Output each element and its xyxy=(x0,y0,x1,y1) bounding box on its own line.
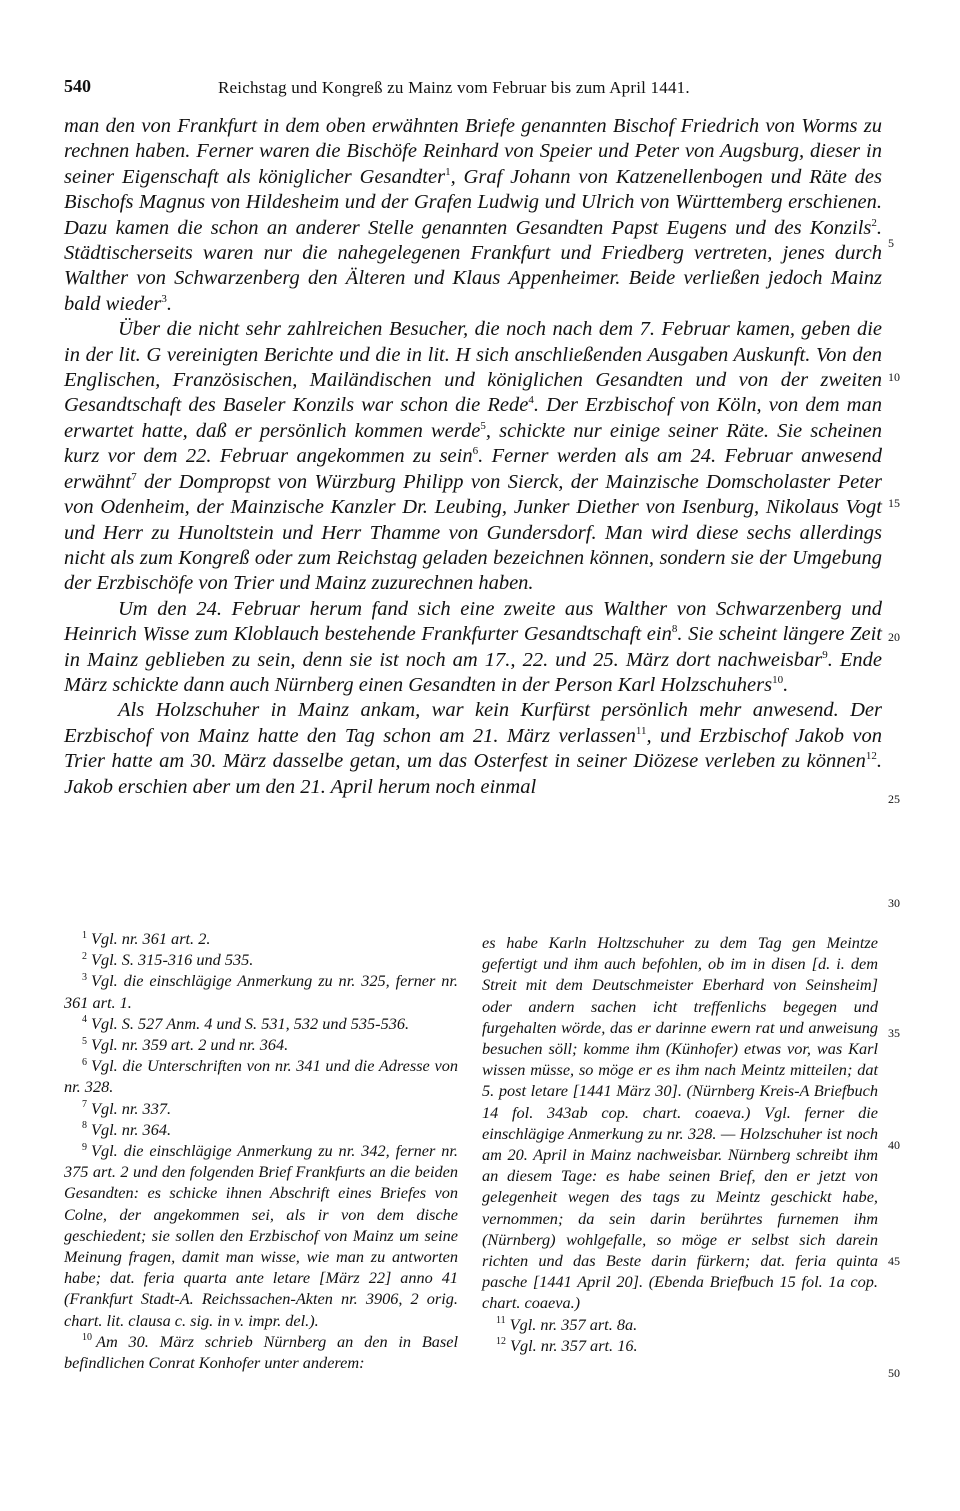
line-number: 45 xyxy=(888,1254,900,1268)
footnote-continuation xyxy=(482,932,878,1314)
line-number: 10 xyxy=(888,370,900,384)
footnote-number: 2 xyxy=(82,950,87,962)
line-number: 5 xyxy=(888,236,894,250)
footnote-number: 8 xyxy=(82,1120,87,1132)
footnote-number: 9 xyxy=(82,1141,87,1153)
footnote-number: 5 xyxy=(82,1035,87,1047)
text-run: Um den 24. Februar herum fand sich eine zweite aus Walther von Schwarzenberg und Heinrich Wisse zum Kloblauch bestehende Frankfurter Gesandtschaft ein xyxy=(64,597,882,646)
footnote-ref: 12 xyxy=(865,750,877,763)
page-header xyxy=(64,76,904,100)
footnote xyxy=(64,1098,458,1119)
footnote xyxy=(64,949,458,970)
line-number: 50 xyxy=(888,1366,900,1380)
text-run: . Städtischerseits waren nur die nahegelegenen Frankfurt und Friedberg vertreten, jenes durch Walther von Schwarzenberg den Älteren und Klaus Appenheimer. Beide verließen jedoch Mainz bald wieder xyxy=(64,216,882,315)
footnote xyxy=(64,928,458,949)
footnotes-left-column xyxy=(64,928,458,1373)
line-number: 40 xyxy=(888,1138,900,1152)
footnote-ref: 4 xyxy=(528,394,534,407)
line-number: 30 xyxy=(888,896,900,910)
text-run: . xyxy=(166,292,172,315)
footnote-number: 12 xyxy=(496,1336,506,1348)
footnote xyxy=(64,1034,458,1055)
footnote xyxy=(64,970,458,1012)
footnote-text: Vgl. nr. 357 art. 8a. xyxy=(509,1314,638,1334)
footnote xyxy=(64,1013,458,1034)
footnote-number: 3 xyxy=(82,971,87,983)
text-run: . Der Erzbischof von Köln, von dem man erwartet hatte, daß er persönlich kommen werde xyxy=(64,394,882,442)
footnote-text: Vgl. nr. 361 art. 2. xyxy=(91,929,211,948)
footnote-text: Vgl. die einschlägige Anmerkung zu nr. 325, ferner nr. 361 art. 1. xyxy=(64,971,458,1012)
footnote-text: es habe Karln Holtzschuher zu dem Tag gen Meintze gefertigt und ihm auch befohlen, ob im in disen [d. i. dem Streit mit dem Deutschmeister Eberhard von Seinsheim] oder andern sachen icht treffenlichs begegen und furgehalten wörde, das er darinne ewern rat und anweisung besuchen söll; komme ihm (Künhofer) etwas vor, was Karl wissen müsse, so möge er es ihm nach Meintz mitteilen; dat 5. post letare [1441 März 30]. (Nürnberg Kreis-A Briefbuch 14 fol. 343ab cop. chart. coaeva.) Vgl. ferner die einschlägige Anmerkung zu nr. 328. — Holzschuher ist noch am 20. April in Mainz nachweisbar. Nürnberg schreibt ihm an diesem Tage: es habe seinen Brief, den er jetzt von gelegenheit wegen des tags zu Meintz geschickt habe, vernommen; da sein darin berührtes furnemen ihm (Nürnberg) wohlgefalle, so möge er selbst sich darein richten und das Beste darin fürkern; dat. feria quinta pasche [1441 April 20]. (Ebenda Briefbuch 15 fol. 1a cop. chart. coaeva.) xyxy=(482,933,878,1313)
footnote-ref: 1 xyxy=(445,165,451,178)
text-run: Als Holzschuher in Mainz ankam, war kein Kurfürst persönlich mehr anwesend. Der Erzbischof von Mainz hatte den Tag schon am 21. März verlassen xyxy=(64,699,882,747)
text-run: , und Erzbischof Jakob von Trier hatte am 30. März dasselbe getan, um das Osterfest in seiner Diözese verleben zu können xyxy=(64,724,882,773)
main-text xyxy=(64,114,882,800)
text-run: man den von Frankfurt in dem oben erwähnten Briefe genannten Bischof Friedrich von Worms zu rechnen haben. Ferner waren die Bischöfe Reinhard von Speier und Peter von Augsburg, dieser in seiner Eigenschaft als königlicher Gesandter xyxy=(64,115,882,188)
footnote xyxy=(64,1331,458,1373)
paragraph-1 xyxy=(64,114,882,317)
footnote-text: Vgl. S. 315-316 und 535. xyxy=(91,950,254,970)
running-head: Reichstag und Kongreß zu Mainz vom Februar bis zum April 1441. xyxy=(218,78,690,97)
footnotes-right-column xyxy=(482,932,878,1356)
footnote-number: 1 xyxy=(82,929,87,941)
footnote-ref: 10 xyxy=(772,674,784,687)
footnote-ref: 6 xyxy=(472,445,479,458)
footnote xyxy=(64,1140,458,1331)
footnote-ref: 9 xyxy=(822,648,828,661)
footnote-number: 7 xyxy=(82,1099,87,1111)
text-run: , Graf Johann von Katzenellenbogen und Räte des Bischofs Magnus von Hildesheim und der Grafen Ludwig und Ulrich von Württemberg erschienen. Dazu kamen die schon an anderer Stelle genannten Gesandten Papst Eugens und des Konzils xyxy=(64,165,882,239)
text-run: . Jakob erschien aber um den 21. April herum noch einmal xyxy=(64,750,882,798)
footnote-text: Vgl. die Unterschriften von nr. 341 und die Adresse von nr. 328. xyxy=(64,1056,458,1097)
line-number: 35 xyxy=(888,1026,900,1040)
page-number: 540 xyxy=(64,76,91,96)
paragraph-2 xyxy=(64,317,882,596)
line-number: 25 xyxy=(888,792,900,806)
text-run: . Ferner werden als am 24. Februar anwesend erwähnt xyxy=(64,445,882,493)
footnote-text: Vgl. nr. 364. xyxy=(91,1119,172,1139)
footnote-text: Am 30. März schrieb Nürnberg an den in Basel befindlichen Conrat Konhofer unter anderem: xyxy=(64,1331,458,1373)
paragraph-3 xyxy=(64,597,882,699)
footnote-ref: 2 xyxy=(871,216,877,229)
footnote-ref: 3 xyxy=(161,293,167,306)
footnote xyxy=(482,1335,878,1356)
footnote-ref: 7 xyxy=(131,470,137,483)
footnote-number: 11 xyxy=(496,1315,506,1327)
text-run: . xyxy=(783,673,789,696)
text-run: der Dompropst von Würzburg Philipp von Sierck, der Mainzische Domscholaster Peter von Odenheim, der Mainzische Kanzler Dr. Leubing, Junker Diether von Isenburg, Nikolaus Vogt und Herr zu Hunoltstein und Herr Thamme von Gundersdorf. Man wird diese sechs allerdings nicht als zum Kongreß oder zum Reichstag geladen bezeichnen können, sondern sie der Umgebung der Erzbischöfe von Trier und Mainz zuzurechnen haben. xyxy=(64,470,882,595)
footnote-text: Vgl. die einschlägige Anmerkung zu nr. 342, ferner nr. 375 art. 2 und den folgenden Brief Frankfurts an die beiden Gesandten: es schicke ihnen Abschrift eines Briefes von Colne, der angekommen sei, als ir von dem dische geschiedent; sie sollen den Erzbischof von Mainz um seine Meinung fragen, damit man wisse, wie man zu antworten habe; dat. feria quarta ante letare [März 22] anno 41 (Frankfurt Stadt-A. Reichssachen-Akten nr. 3906, 2 orig. chart. lit. clausa c. sig. in v. impr. del.). xyxy=(64,1141,458,1330)
footnote-text: Vgl. nr. 357 art. 16. xyxy=(510,1335,638,1355)
footnote xyxy=(482,1314,878,1335)
footnote-text: Vgl. S. 527 Anm. 4 und S. 531, 532 und 535-536. xyxy=(91,1013,410,1033)
text-run: . Sie scheint längere Zeit in Mainz geblieben zu sein, denn sie ist noch am 17., 22. und 25. März dort nachweisbar xyxy=(64,623,882,671)
text-run: Über die nicht sehr zahlreichen Besucher, die noch nach dem 7. Februar kamen, geben die in der lit. G vereinigten Berichte und die in lit. H sich anschließenden Ausgaben Auskunft. Von den Englischen, Französischen, Mailändischen und königlichen Gesandten und von der zweiten Gesandtschaft des Baseler Konzils war schon die Rede xyxy=(64,318,882,417)
footnote xyxy=(64,1119,458,1140)
footnote-text: Vgl. nr. 337. xyxy=(91,1098,172,1118)
footnote-number: 10 xyxy=(82,1332,92,1344)
footnote-number: 4 xyxy=(82,1014,87,1026)
footnote-ref: 5 xyxy=(480,420,486,433)
paragraph-4 xyxy=(64,698,882,800)
footnote-text: Vgl. nr. 359 art. 2 und nr. 364. xyxy=(91,1035,289,1055)
footnote-number: 6 xyxy=(82,1056,87,1068)
text-run: , schickte nur einige seiner Räte. Sie scheinen kurz vor dem 22. Februar angekommen zu sein xyxy=(64,419,882,468)
line-number: 15 xyxy=(888,496,900,510)
line-number: 20 xyxy=(888,630,900,644)
footnote-ref: 8 xyxy=(671,623,678,636)
text-run: . Ende März schickte dann auch Nürnberg einen Gesandten in der Person Karl Holzschuhers xyxy=(64,648,882,696)
footnote-ref: 11 xyxy=(635,724,647,737)
footnote xyxy=(64,1055,458,1097)
